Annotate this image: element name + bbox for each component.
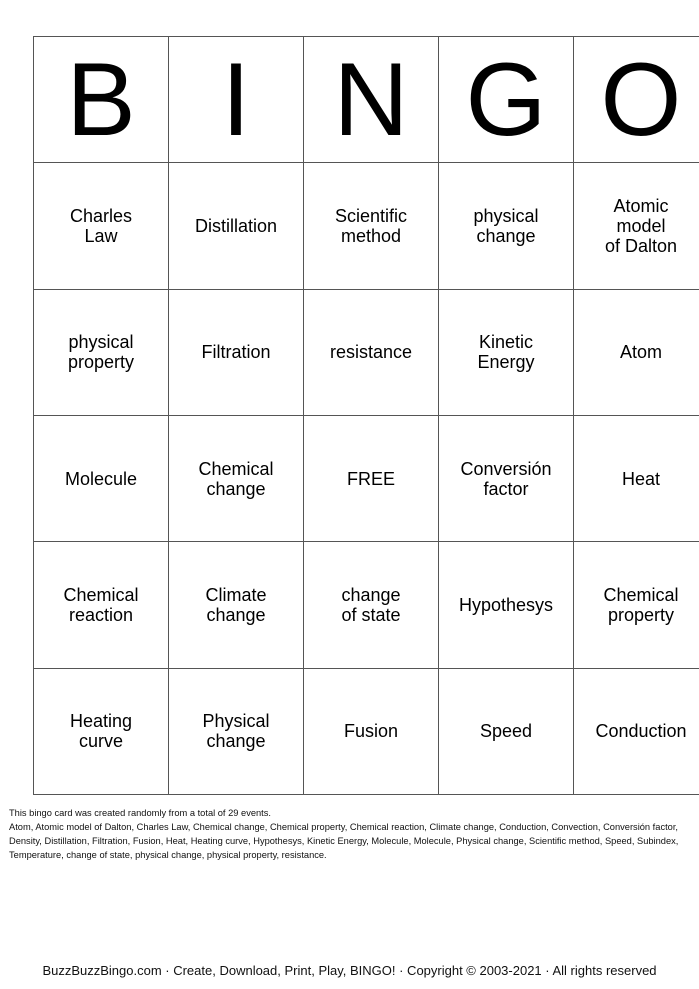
card-cell: Physical change [169, 668, 304, 794]
header-letter: I [169, 37, 304, 163]
bingo-card [33, 36, 699, 795]
header-letter: O [574, 37, 699, 163]
card-cell: change of state [304, 542, 439, 668]
card-cell: Chemical change [169, 415, 304, 541]
card-cell: Heating curve [34, 668, 169, 794]
card-row [34, 542, 699, 668]
card-cell: Speed [439, 668, 574, 794]
card-cell: Scientific method [304, 163, 439, 289]
card-cell: Atomic model of Dalton [574, 163, 699, 289]
card-cell: Chemical reaction [34, 542, 169, 668]
card-cell: Climate change [169, 542, 304, 668]
card-cell: Molecule [34, 415, 169, 541]
card-cell: Heat [574, 415, 699, 541]
card-cell: Kinetic Energy [439, 289, 574, 415]
card-row [34, 415, 699, 541]
header-letter: B [34, 37, 169, 163]
card-row [34, 289, 699, 415]
card-info [9, 806, 694, 862]
card-cell: Atom [574, 289, 699, 415]
card-cell: Charles Law [34, 163, 169, 289]
events-list: Atom, Atomic model of Dalton, Charles Law, Chemical change, Chemical property, Chemical reaction, Climate change, Conduction, Convection, Conversión factor, Density, Distillation, Filtration, Fusion, Heat, Heating curve, Hypothesys, Kinetic Energy, Molecule, Molecule, Physical change, Scientific method, Speed, Subindex, Temperature, change of state, physical change, physical property, resistance. [9, 822, 679, 860]
card-cell: physical change [439, 163, 574, 289]
card-cell: Fusion [304, 668, 439, 794]
card-cell: physical property [34, 289, 169, 415]
card-cell: resistance [304, 289, 439, 415]
header-letter: N [304, 37, 439, 163]
summary-text: This bingo card was created randomly from a total of 29 events. [9, 808, 271, 818]
card-cell: Conversión factor [439, 415, 574, 541]
card-row [34, 668, 699, 794]
card-cell: Hypothesys [439, 542, 574, 668]
header-letter: G [439, 37, 574, 163]
card-cell: Distillation [169, 163, 304, 289]
free-cell: FREE [304, 415, 439, 541]
card-row [34, 163, 699, 289]
card-cell: Conduction [574, 668, 699, 794]
card-cell: Chemical property [574, 542, 699, 668]
header-row [34, 37, 699, 163]
footer: BuzzBuzzBingo.com · Create, Download, Print, Play, BINGO! · Copyright © 2003-2021 · All rights reserved [42, 963, 657, 978]
card-cell: Filtration [169, 289, 304, 415]
